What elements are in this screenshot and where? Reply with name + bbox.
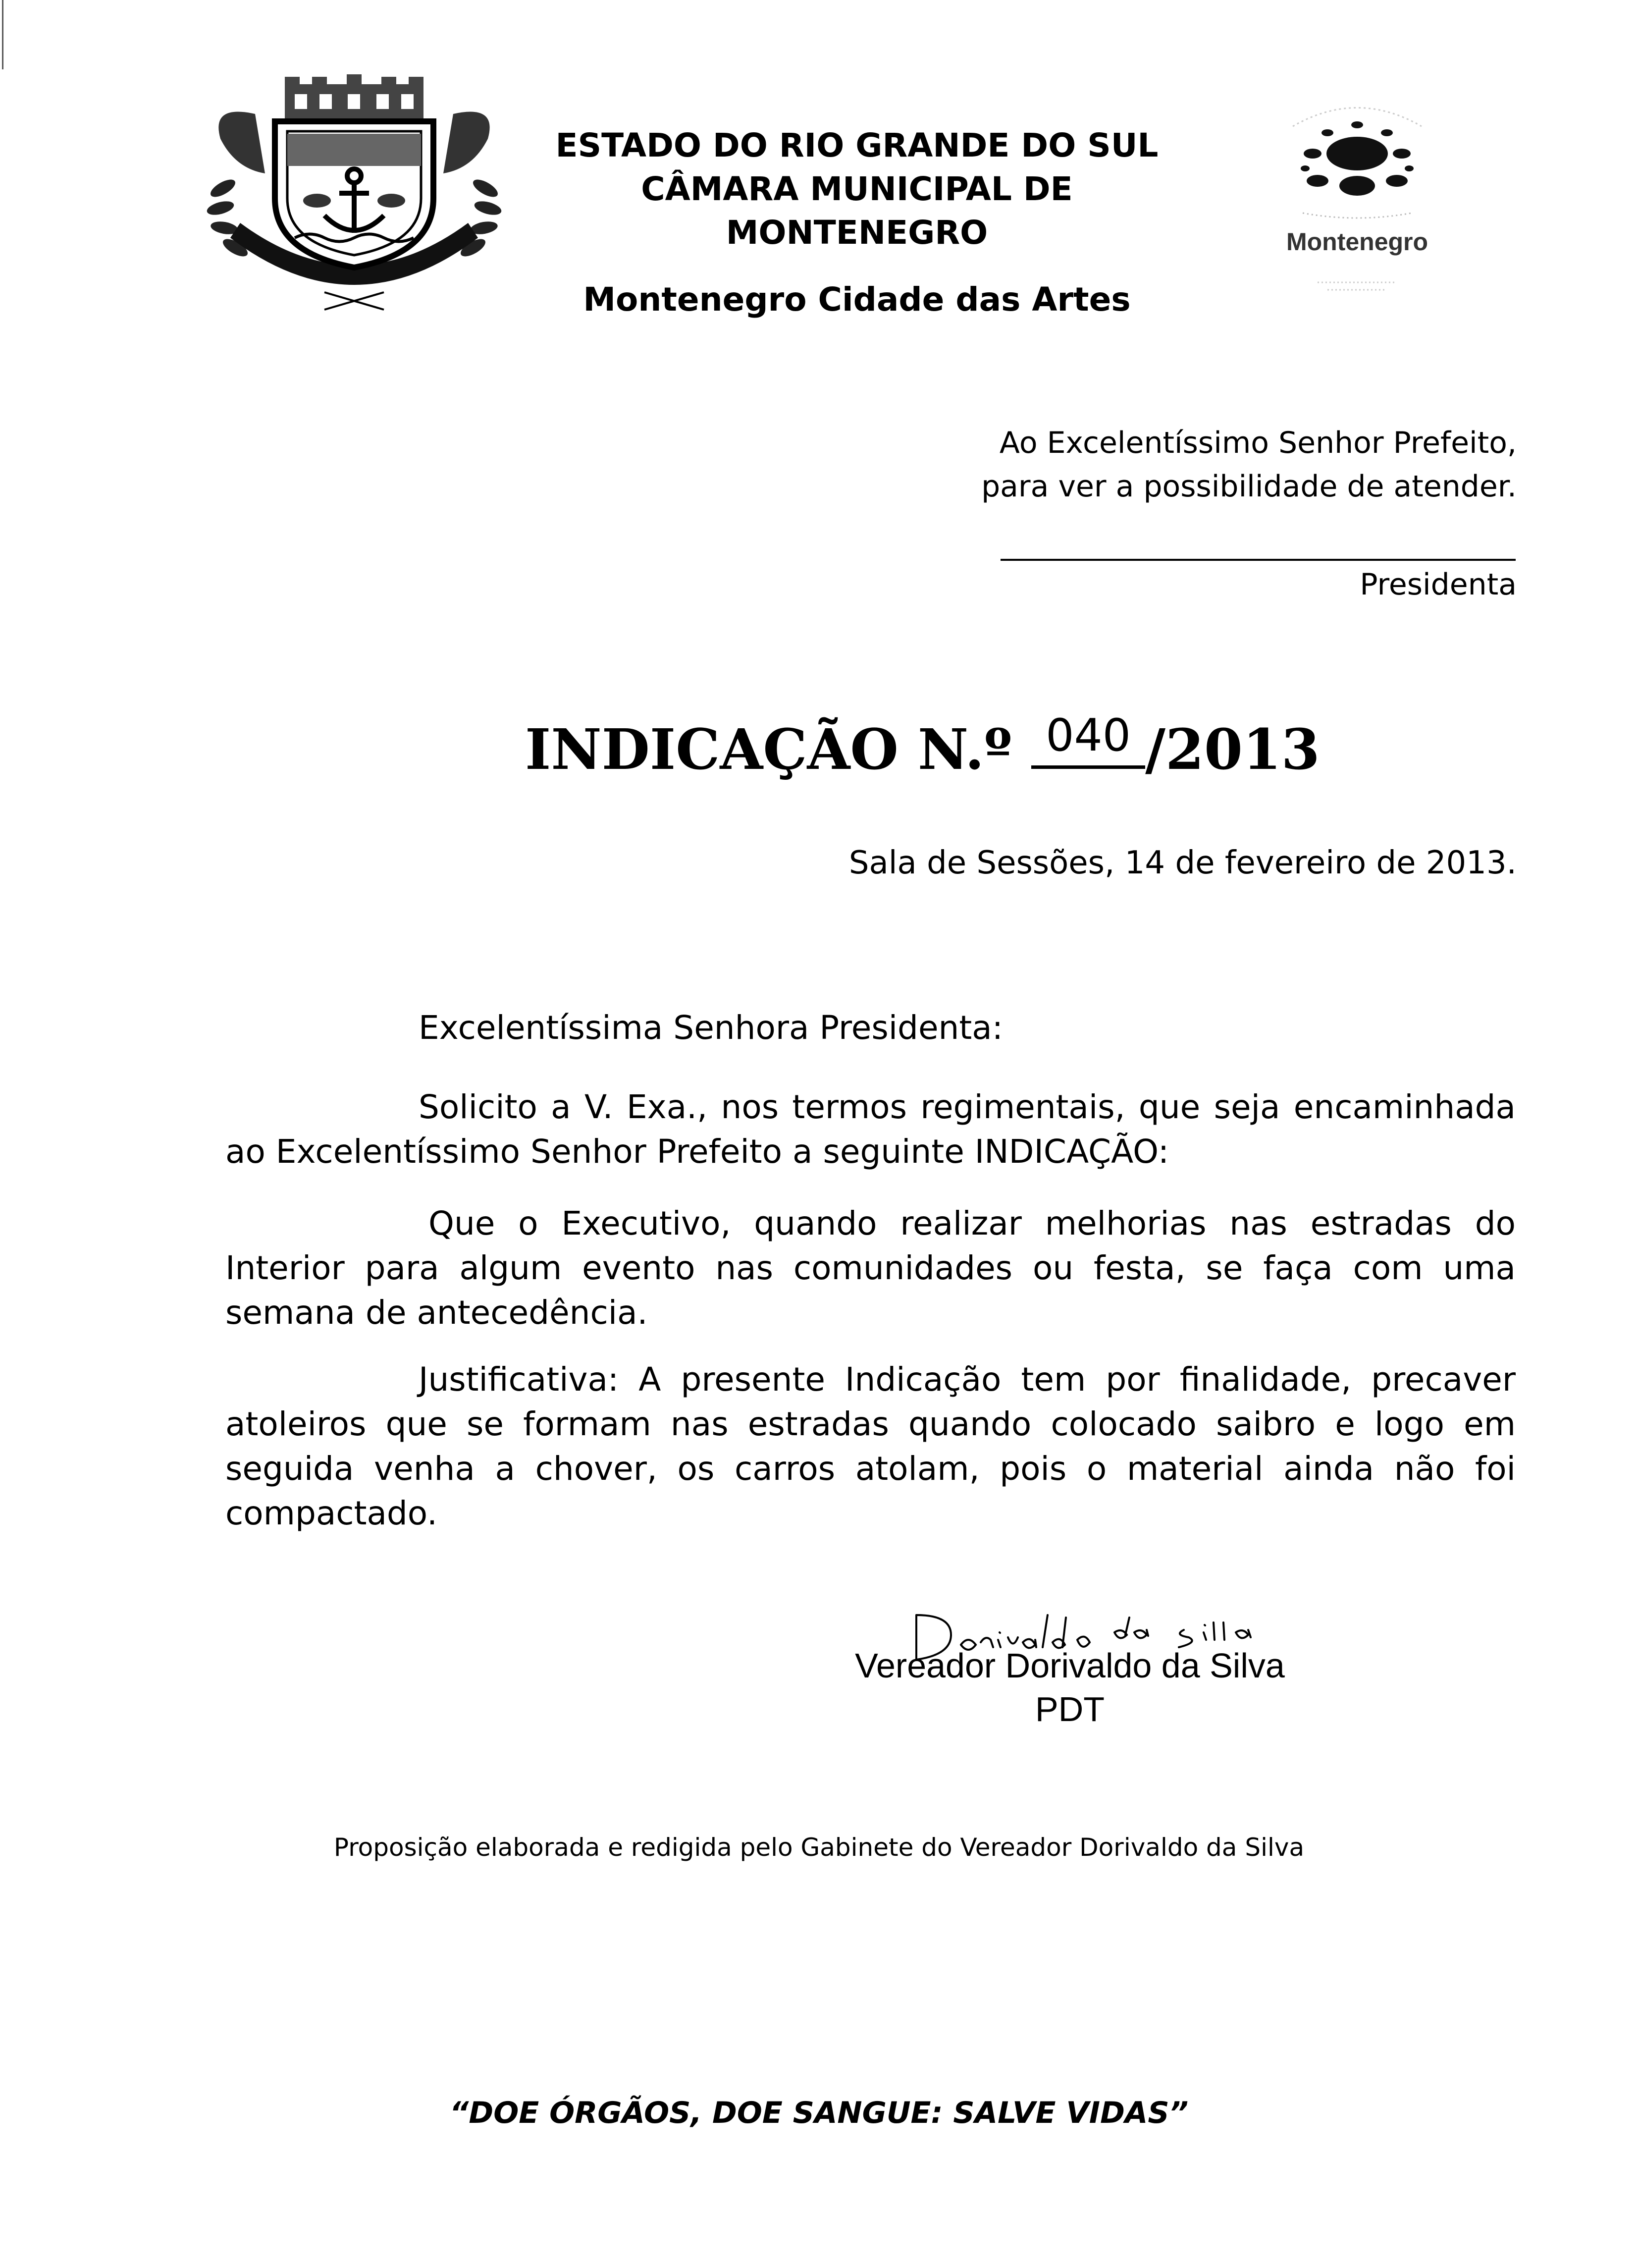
footer-note: Proposição elaborada e redigida pelo Gabinete do Vereador Dorivaldo da Silva	[333, 1833, 1305, 1862]
indication-number: 040	[1046, 709, 1131, 761]
logo-caption: Montenegro	[1286, 228, 1428, 256]
address-block	[981, 421, 1517, 508]
signer-block	[822, 1644, 1318, 1731]
paragraph-indication: Que o Executivo, quando realizar melhorias nas estradas do Interior para algum evento nas comunidades ou festa, se faça com uma semana de antecedência.	[225, 1204, 1516, 1332]
date-line: Sala de Sessões, 14 de fevereiro de 2013.	[848, 845, 1517, 881]
coat-of-arms-icon	[201, 74, 508, 312]
signer-name: Vereador Dorivaldo da Silva	[855, 1646, 1285, 1685]
document-title	[525, 709, 1320, 782]
city-motto: Montenegro Cidade das Artes	[583, 280, 1131, 319]
signature-line	[1001, 559, 1516, 561]
presidenta-label: Presidenta	[1360, 567, 1517, 602]
paragraph-request: Solicito a V. Exa., nos termos regimentais, que seja encaminhada ao Excelentíssimo Senhor Prefeito a seguinte INDICAÇÃO:	[225, 1088, 1516, 1171]
signer-party: PDT	[1035, 1690, 1105, 1728]
salutation: Excelentíssima Senhora Presidenta:	[419, 1009, 1003, 1047]
indication-number-field	[1031, 709, 1145, 769]
address-line-1: Ao Excelentíssimo Senhor Prefeito,	[999, 426, 1517, 460]
scan-margin-mark	[2, 0, 6, 69]
state-name: ESTADO DO RIO GRANDE DO SUL	[555, 126, 1159, 164]
title-prefix: INDICAÇÃO N.º	[525, 717, 1032, 782]
chamber-name: CÂMARA MUNICIPAL DE MONTENEGRO	[641, 170, 1073, 252]
letterhead	[545, 124, 1169, 319]
chamber-logo-icon	[1258, 79, 1451, 307]
campaign-motto: “DOE ÓRGÃOS, DOE SANGUE: SALVE VIDAS”	[449, 2096, 1189, 2130]
paragraph-justification: Justificativa: A presente Indicação tem por finalidade, precaver atoleiros que se formam nas estradas quando colocado saibro e logo em seguida venha a chover, os carros atolam, pois o material ainda não foi compactado.	[225, 1360, 1516, 1532]
address-line-2: para ver a possibilidade de atender.	[981, 469, 1517, 504]
title-suffix: /2013	[1145, 717, 1320, 782]
